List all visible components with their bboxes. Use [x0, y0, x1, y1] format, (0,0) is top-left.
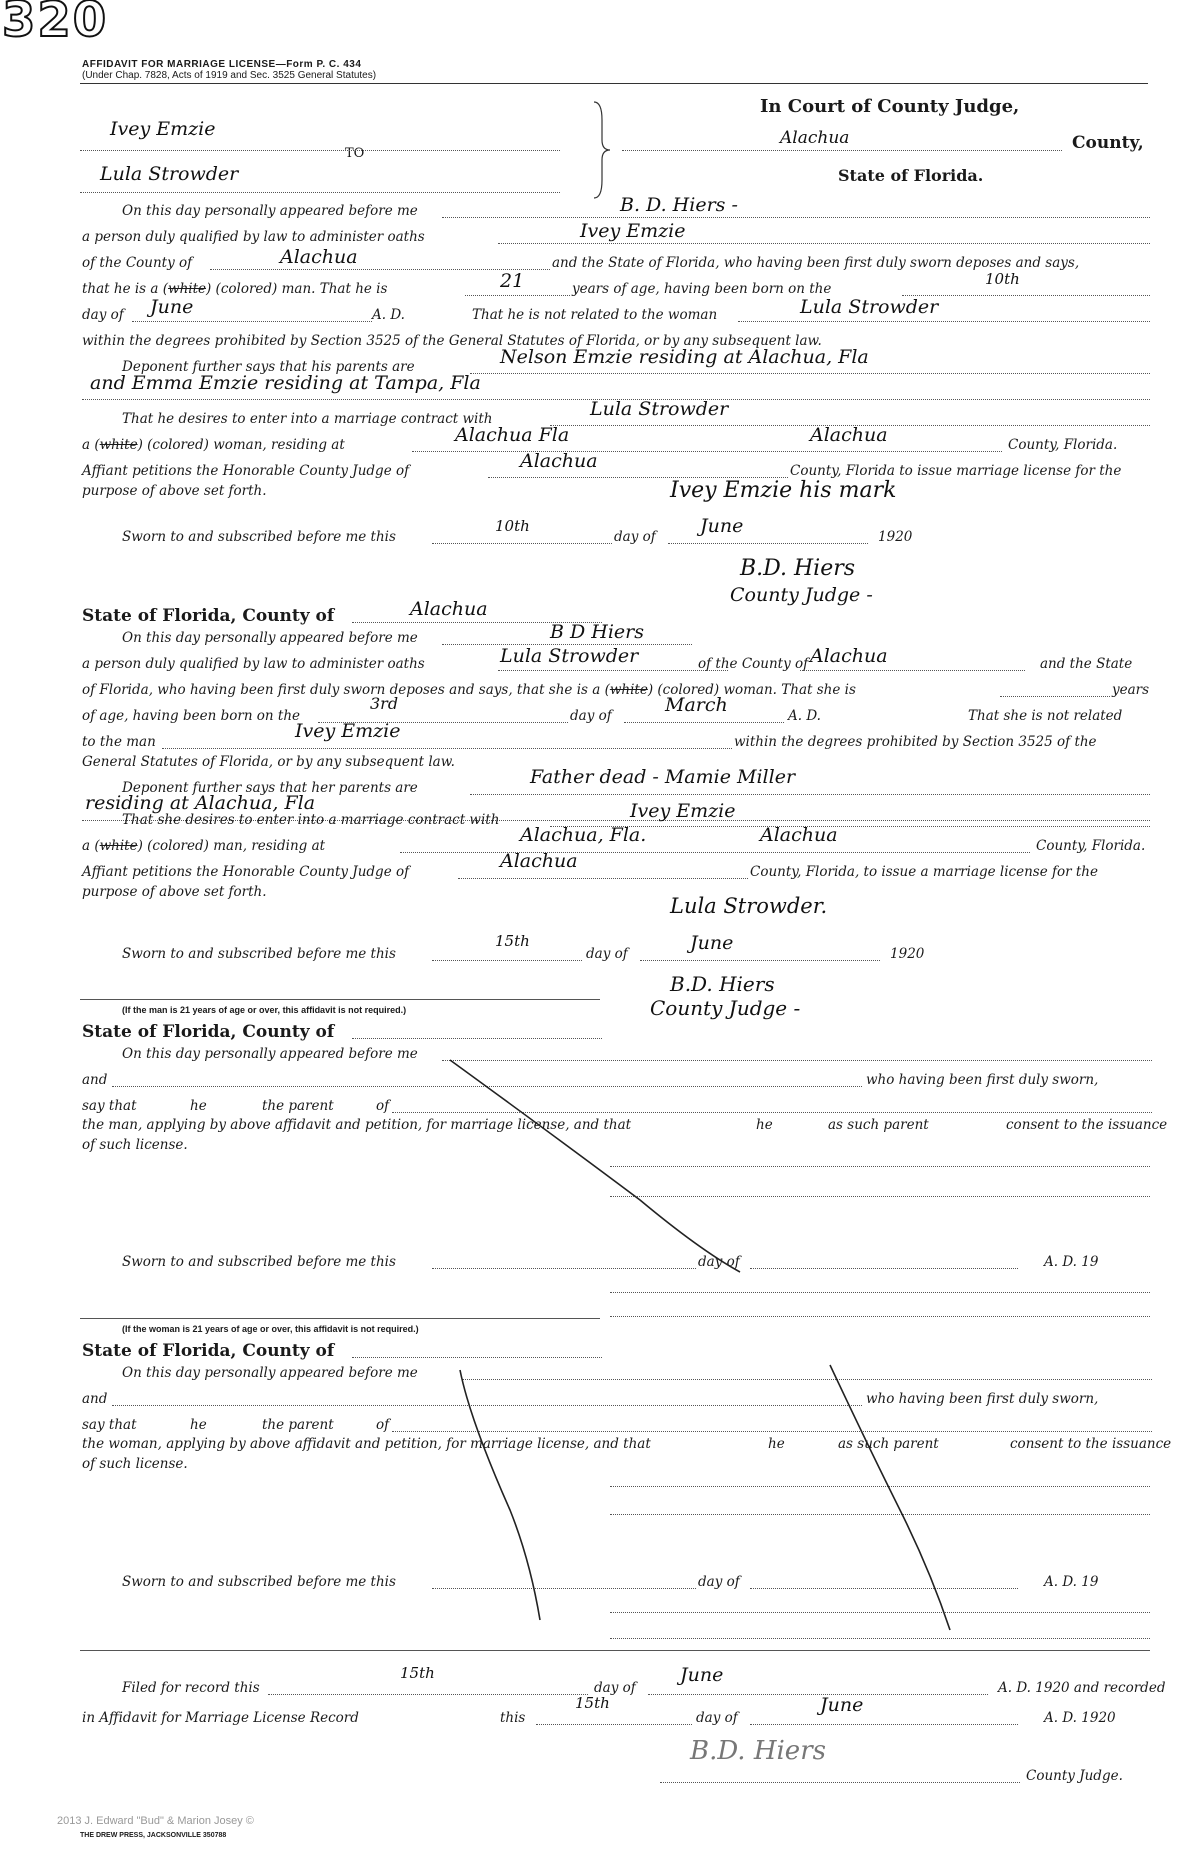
groom-l4b: ) (colored) man. That he is [206, 281, 388, 297]
parent-man-l2a: and [82, 1072, 108, 1088]
parent-man-judge-line1 [610, 1292, 1150, 1293]
filing-title: County Judge. [1026, 1768, 1123, 1784]
groom-l2-line [498, 243, 1150, 244]
bride-l4d: That she is not related [968, 708, 1123, 724]
parent-man-day-of: day of [698, 1254, 740, 1270]
bride-l11b: County, Florida, to issue a marriage license for the [750, 864, 1098, 880]
bride-l7: Deponent further says that her parents are [122, 780, 418, 796]
groom-l9: That he desires to enter into a marriage contract with [122, 411, 493, 427]
groom-born-line [902, 295, 1150, 296]
bride-sworn-month: June [690, 932, 734, 954]
parent-man-l4a: the man, applying by above affidavit and petition, for marriage license, and that [82, 1117, 632, 1133]
groom-day-of: day of [614, 529, 656, 545]
groom-age: 21 [500, 270, 525, 292]
bride-judge-title: County Judge - [650, 996, 801, 1020]
county-line [622, 150, 1062, 151]
parent-man-cancel-stroke [440, 1050, 760, 1280]
filing-rule [80, 1650, 1150, 1651]
brace [590, 100, 620, 200]
filing-l2-year-value: 20 [1098, 1710, 1116, 1726]
groom-l10 [82, 437, 345, 453]
bride-year [890, 946, 924, 962]
form-header [82, 59, 376, 81]
parent-woman-l3c: of [376, 1417, 390, 1433]
bride-year-suffix: 20 [907, 946, 925, 962]
parent-woman-day-of: day of [698, 1574, 740, 1590]
groom-l10-strike: white [99, 437, 138, 453]
bride-l10 [82, 838, 325, 854]
groom-l7: Deponent further says that his parents are [122, 359, 415, 375]
bride-signature: Lula Strowder. [670, 894, 828, 918]
bride-petition-line [458, 878, 748, 879]
bride-l3 [82, 682, 856, 698]
bride-l1: On this day personally appeared before me [122, 630, 418, 646]
groom-sworn: Sworn to and subscribed before me this [122, 529, 396, 545]
copyright: 2013 J. Edward "Bud" & Marion Josey © [57, 1815, 254, 1827]
bride-l3b: ) (colored) woman. That she is [647, 682, 856, 698]
groom-l1-line [442, 217, 1150, 218]
parent-man-l5: of such license. [82, 1137, 188, 1153]
bride-parents-1: Father dead - Mamie Miller [530, 766, 796, 788]
filing-l2-day: 15th [575, 1694, 610, 1712]
parent-man-month-line [750, 1268, 1018, 1269]
parent-man-judge-line2 [610, 1316, 1150, 1317]
bride-county: Alachua [410, 598, 488, 620]
bride-residence: Alachua, Fla. [520, 824, 647, 846]
groom-l3-line [210, 269, 550, 270]
bride-age-line [1000, 696, 1110, 697]
parent-man-note: (If the man is 21 years of age or over, this affidavit is not required.) [122, 1005, 407, 1015]
parent-woman-l5: of such license. [82, 1456, 188, 1472]
parent-woman-note: (If the woman is 21 years of age or over, this affidavit is not required.) [122, 1324, 419, 1334]
printer-credit: THE DREW PRESS, JACKSONVILLE 350788 [80, 1832, 227, 1839]
filing-signature: B.D. Hiers [690, 1736, 826, 1766]
groom-year-prefix: 19 [878, 529, 896, 545]
court-heading: In Court of County Judge, [760, 96, 1020, 117]
bride-l1-value: B D Hiers [550, 621, 644, 643]
groom-petition-county: Alachua [520, 450, 598, 472]
bride-l3a: of Florida, who having been first duly sworn deposes and says, that she is a ( [82, 682, 610, 698]
bride-l2c: and the State [1040, 656, 1133, 672]
parent-man-sworn: Sworn to and subscribed before me this [122, 1254, 396, 1270]
parent-woman-cancel-strokes [450, 1360, 970, 1640]
groom-res-line [412, 451, 1002, 452]
parent-woman-l4b: as such parent [838, 1436, 939, 1452]
county-word: County, [1072, 133, 1144, 153]
groom-parents-line [470, 373, 1150, 374]
parent-woman-he: he [190, 1417, 207, 1433]
groom-l12: purpose of above set forth. [82, 483, 267, 499]
groom-l5b: A. D. [372, 307, 405, 323]
filing-month-line [648, 1694, 988, 1695]
groom-l2: a person duly qualified by law to administer oaths [82, 229, 425, 245]
parent-man-l4c: consent to the issuance [1006, 1117, 1168, 1133]
bride-contract-with: Ivey Emzie [630, 800, 736, 822]
parent-woman-rule [80, 1318, 600, 1319]
bride-l11a: Affiant petitions the Honorable County Judge of [82, 864, 410, 880]
bride-l2-county: Alachua [810, 645, 888, 667]
page-number: 320 [2, 0, 109, 48]
parent-woman-l3b: the parent [262, 1417, 334, 1433]
groom-l3a: of the County of [82, 255, 193, 271]
bride-man-line [162, 748, 732, 749]
filing-l2-month: June [820, 1694, 864, 1716]
groom-sworn-month: June [700, 515, 744, 537]
groom-sworn-day-line [432, 543, 612, 544]
groom-name-line [80, 150, 560, 151]
parent-woman-l2b: who having been first duly sworn, [866, 1391, 1099, 1407]
bride-l5b: within the degrees prohibited by Section 3525 of the [734, 734, 1097, 750]
groom-l11a: Affiant petitions the Honorable County Judge of [82, 463, 410, 479]
groom-l11b: County, Florida to issue marriage license for the [790, 463, 1122, 479]
filing-day: 15th [400, 1664, 435, 1682]
groom-l5c: That he is not related to the woman [472, 307, 718, 323]
form-title: AFFIDAVIT FOR MARRIAGE LICENSE—Form P. C. 434 [82, 59, 362, 70]
bride-l4b: day of [570, 708, 612, 724]
bride-l2-county-line [800, 670, 1025, 671]
filing-l1a: Filed for record this [122, 1680, 260, 1696]
filing-sig-line [660, 1782, 1020, 1783]
parent-man-he2: he [756, 1117, 773, 1133]
parent-man-l3b: the parent [262, 1098, 334, 1114]
filing-day-line [268, 1694, 588, 1695]
filing-l2c: day of [696, 1710, 738, 1726]
parent-woman-l4a: the woman, applying by above affidavit and petition, for marriage license, and that [82, 1436, 651, 1452]
bride-name-line [80, 192, 560, 193]
groom-born-month: June [150, 296, 194, 318]
groom-name: Ivey Emzie [110, 118, 216, 140]
parent-woman-l1: On this day personally appeared before me [122, 1365, 418, 1381]
filing-month: June [680, 1664, 724, 1686]
bride-l3c: years [1112, 682, 1150, 698]
parent-man-rule [80, 999, 600, 1000]
groom-judge-title: County Judge - [730, 584, 873, 606]
groom-l6: within the degrees prohibited by Section 3525 of the General Statutes of Florida, or by any subsequent law. [82, 333, 822, 349]
parent-man-l1: On this day personally appeared before me [122, 1046, 418, 1062]
groom-l5a: day of [82, 307, 124, 323]
parent-man-ad: A. D. 19 [1044, 1254, 1099, 1270]
groom-month-line [132, 321, 372, 322]
groom-residence: Alachua Fla [455, 424, 570, 446]
filing-l2a: in Affidavit for Marriage License Record [82, 1710, 359, 1726]
to-word: TO [345, 146, 365, 161]
parent-man-l2b: who having been first duly sworn, [866, 1072, 1099, 1088]
filing-l1c: A. D. 19 [998, 1680, 1053, 1696]
parent-woman-sworn: Sworn to and subscribed before me this [122, 1574, 396, 1590]
bride-day-of: day of [586, 946, 628, 962]
groom-parents-2: and Emma Emzie residing at Tampa, Fla [90, 372, 481, 394]
groom-sworn-day: 10th [495, 517, 530, 535]
bride-res-line [400, 852, 1030, 853]
form-subtitle: (Under Chap. 7828, Acts of 1919 and Sec. 3525 General Statutes) [82, 70, 377, 81]
bride-l10a: a ( [82, 838, 100, 854]
bride-name: Lula Strowder [100, 163, 239, 185]
groom-woman-line [738, 321, 1150, 322]
bride-l2b: of the County of [698, 656, 809, 672]
bride-year-prefix: 19 [890, 946, 908, 962]
bride-born-day: 3rd [370, 694, 399, 713]
parent-man-he: he [190, 1098, 207, 1114]
parent-woman-county-line [352, 1357, 602, 1358]
groom-contract-with: Lula Strowder [590, 398, 729, 420]
groom-signature: Ivey Emzie his mark [670, 478, 897, 503]
bride-petition-county: Alachua [500, 850, 578, 872]
bride-parents-2: residing at Alachua, Fla [85, 792, 316, 814]
groom-l4a: that he is a ( [82, 281, 169, 297]
groom-year [878, 529, 912, 545]
groom-age-line [465, 295, 570, 296]
groom-l3-value: Alachua [280, 246, 358, 268]
groom-year-suffix: 20 [895, 529, 913, 545]
header-county: Alachua [780, 128, 850, 148]
parent-man-state: State of Florida, County of [82, 1022, 335, 1042]
header-rule [80, 83, 1148, 84]
groom-sworn-month-line [668, 543, 868, 544]
groom-judge-sig: B.D. Hiers [740, 556, 856, 581]
filing-l1b: day of [594, 1680, 636, 1696]
groom-l5-woman: Lula Strowder [800, 296, 939, 318]
filing-l1-year: 20 [1052, 1680, 1070, 1696]
parent-man-l3a: say that [82, 1098, 137, 1114]
groom-l1-value: B. D. Hiers - [620, 194, 738, 216]
bride-res-county: Alachua [760, 824, 838, 846]
bride-l2: a person duly qualified by law to administer oaths [82, 656, 425, 672]
groom-l10c: County, Florida. [1008, 437, 1118, 453]
bride-l5-value: Ivey Emzie [295, 720, 401, 742]
bride-sworn-month-line [640, 960, 880, 961]
parent-woman-l3a: say that [82, 1417, 137, 1433]
filing-year [998, 1680, 1165, 1696]
bride-judge-sig: B.D. Hiers [670, 972, 775, 996]
parent-man-county-line [352, 1038, 602, 1039]
bride-state-county: State of Florida, County of [82, 606, 335, 626]
filing-l2b: this [500, 1710, 526, 1726]
filing-l2d: A. D. 19 [1044, 1710, 1099, 1726]
groom-l10a: a ( [82, 437, 100, 453]
groom-l1: On this day personally appeared before me [122, 203, 418, 219]
bride-l12: purpose of above set forth. [82, 884, 267, 900]
parent-woman-he2: he [768, 1436, 785, 1452]
groom-l4 [82, 281, 387, 297]
bride-l9: That she desires to enter into a marriage contract with [122, 812, 500, 828]
bride-l10b: ) (colored) man, residing at [137, 838, 326, 854]
filing-l2-month-line [750, 1724, 1018, 1725]
filing-l2-year [1044, 1710, 1116, 1726]
groom-parents-1: Nelson Emzie residing at Alachua, Fla [500, 346, 869, 368]
parent-man-l4b: as such parent [828, 1117, 929, 1133]
bride-month-line [624, 722, 784, 723]
bride-l2-line [498, 670, 728, 671]
bride-sworn-day: 15th [495, 932, 530, 950]
bride-l4c: A. D. [788, 708, 821, 724]
bride-l10c: County, Florida. [1036, 838, 1146, 854]
groom-born-day: 10th [985, 270, 1020, 288]
groom-l4-strike: white [168, 281, 206, 297]
bride-l5a: to the man [82, 734, 156, 750]
parent-woman-state: State of Florida, County of [82, 1341, 335, 1361]
parent-man-l3c: of [376, 1098, 390, 1114]
filing-l1d: and recorded [1073, 1680, 1166, 1696]
bride-sworn-day-line [432, 960, 582, 961]
groom-l10b: ) (colored) woman, residing at [137, 437, 345, 453]
bride-l3-strike: white [609, 682, 648, 698]
bride-sworn: Sworn to and subscribed before me this [122, 946, 396, 962]
parent-woman-l2a: and [82, 1391, 108, 1407]
groom-res-county: Alachua [810, 424, 888, 446]
filing-l2-day-line [536, 1724, 692, 1725]
bride-born-month: March [665, 694, 728, 716]
groom-l4c: years of age, having been born on the [572, 281, 832, 297]
groom-l2-value: Ivey Emzie [580, 220, 686, 242]
parent-woman-l4c: consent to the issuance [1010, 1436, 1172, 1452]
bride-l2-value: Lula Strowder [500, 645, 639, 667]
state-heading: State of Florida. [838, 166, 984, 185]
parent-woman-ad: A. D. 19 [1044, 1574, 1099, 1590]
bride-l4a: of age, having been born on the [82, 708, 301, 724]
groom-l3b: and the State of Florida, who having been first duly sworn deposes and says, [552, 255, 1080, 271]
bride-parents-line [470, 794, 1150, 795]
bride-l10-strike: white [99, 838, 138, 854]
bride-l6: General Statutes of Florida, or by any subsequent law. [82, 754, 455, 770]
